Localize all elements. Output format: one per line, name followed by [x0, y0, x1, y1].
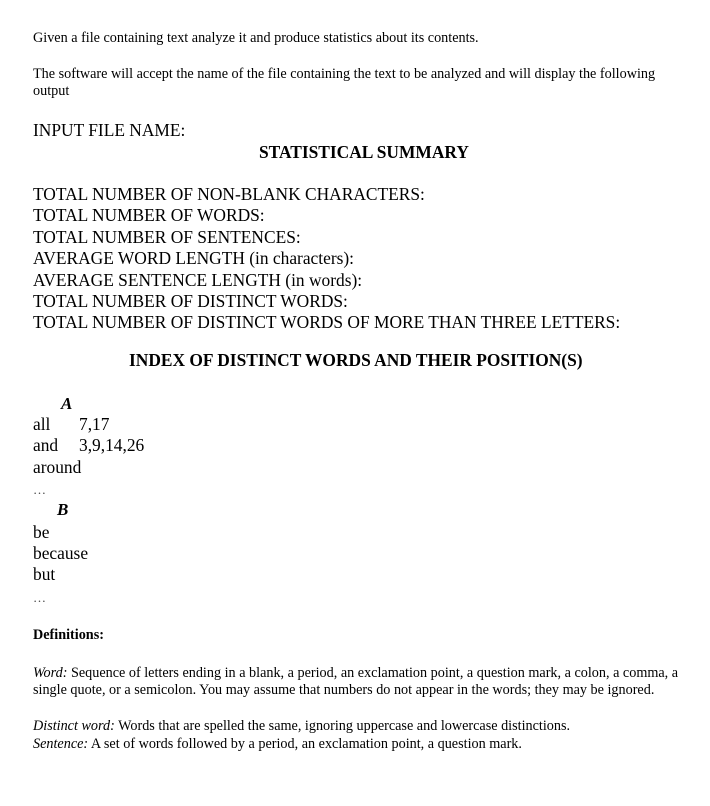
summary-item: AVERAGE WORD LENGTH (in characters): — [33, 248, 355, 269]
definition-distinct-word — [33, 718, 703, 735]
index-entry — [33, 457, 81, 478]
index-entry — [33, 543, 88, 564]
definition-term: Sentence: — [33, 736, 89, 752]
summary-item: AVERAGE SENTENCE LENGTH (in words): — [33, 269, 363, 290]
index-word: around — [33, 457, 82, 477]
definition-sentence — [33, 736, 703, 753]
index-heading: INDEX OF DISTINCT WORDS AND THEIR POSITION(S) — [129, 350, 583, 370]
definition-text: A set of words followed by a period, an exclamation point, a question mark. — [88, 736, 522, 752]
index-entry — [33, 435, 144, 456]
index-ellipsis: … — [33, 482, 47, 497]
index-letter-a: A — [61, 394, 73, 413]
statistical-summary-heading: STATISTICAL SUMMARY — [259, 142, 469, 162]
intro-line-2: The software will accept the name of the file containing the text to be analyzed and will display the following output — [33, 66, 656, 99]
index-word: and — [33, 435, 59, 455]
definition-term: Word: — [33, 665, 68, 681]
definitions-heading: Definitions: — [33, 627, 104, 643]
summary-list — [33, 184, 620, 334]
index-word: be — [33, 522, 50, 542]
index-letter-b: B — [57, 500, 69, 519]
definition-text: Sequence of letters ending in a blank, a period, an exclamation point, a question mark, a colon, a comma, a single quote, or a semicolon. You may assume that numbers do not appear in the words; they may be ignored. — [33, 665, 679, 698]
input-file-label: INPUT FILE NAME: — [33, 120, 186, 140]
summary-item: TOTAL NUMBER OF WORDS: — [33, 205, 265, 226]
index-word: all — [33, 414, 51, 434]
index-positions: 3,9,14,26 — [79, 435, 145, 455]
summary-item: TOTAL NUMBER OF DISTINCT WORDS OF MORE THAN THREE LETTERS: — [33, 312, 621, 333]
index-ellipsis: … — [33, 590, 47, 605]
definition-word — [33, 665, 703, 698]
summary-item: TOTAL NUMBER OF DISTINCT WORDS: — [33, 291, 348, 312]
summary-item: TOTAL NUMBER OF NON-BLANK CHARACTERS: — [33, 184, 425, 204]
summary-item: TOTAL NUMBER OF SENTENCES: — [33, 226, 301, 247]
definition-term: Distinct word: — [33, 718, 115, 734]
index-entry — [33, 522, 49, 543]
index-entry — [33, 564, 55, 585]
definition-text: Words that are spelled the same, ignoring uppercase and lowercase distinctions. — [114, 718, 571, 734]
index-positions: 7,17 — [79, 414, 110, 434]
index-word: because — [33, 543, 89, 563]
index-entry — [33, 414, 109, 435]
intro-line-1: Given a file containing text analyze it and produce statistics about its contents. — [33, 30, 479, 46]
index-word: but — [33, 564, 56, 584]
